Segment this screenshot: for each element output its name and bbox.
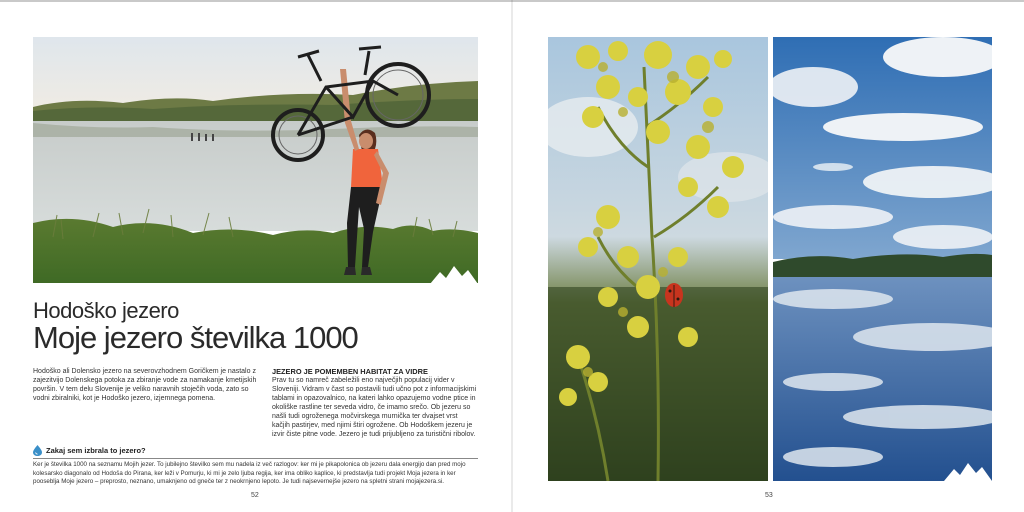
page-gutter [511, 0, 513, 512]
lake-reflection-photo [773, 37, 992, 481]
flower-ladybug-photo [548, 37, 768, 481]
why-divider [33, 458, 478, 459]
habitat-paragraph: Prav tu so namreč zabeležili eno največjih populacij vider v Sloveniji. Vidram v čast so postavili tudi učno pot z informacijskimi tablami in opazovalnico, na kateri lahko opazujemo vodne ptice in okoliške rastline ter seveda vidro, če imamo srečo. Ob jezeru so našli tudi ogroženega močvirskega murnička ter dvajset vrst kačjih pastirjev, med njimi štiri ogrožene. Ob Hodoškem jezeru je izvir čiste pitne vode. Jezero je tudi prijubljeno za turistični ribolov. [272, 377, 477, 438]
lake-cyclist-photo [33, 37, 478, 283]
why-paragraph: Ker je številka 1000 na seznamu Mojih jezer. To jubilejno številko sem mu nadela iz več razlogov: ker mi je pikapolonica ob jezeru dala energijo dan pred mojo kolesarsko diagonalo od Hodoša do Pirana, ker leži v Pomurju, ki mi je zelo ljuba regija, ker ima obliko kaplice, ki predstavlja tudi projekt Moja jezera in ker pooseblja Moje jezero – preprosto, neznano, umaknjeno od gneče ter z neokrnjeno lepoto. Je tudi najsevernejše jezero na spletni strani mojajezera.si. [33, 461, 466, 486]
mountain-logo-icon [944, 463, 992, 481]
page-number-right: 53 [765, 492, 773, 499]
article-title: Hodoško jezero [33, 298, 179, 323]
habitat-section [272, 367, 477, 439]
water-drop-icon [33, 445, 42, 456]
habitat-heading: JEZERO JE POMEMBEN HABITAT ZA VIDRE [272, 367, 428, 376]
intro-paragraph: Hodoško ali Dolensko jezero na severovzhodnem Goričkem je nastalo z zajezitvijo Dolenskega potoka za zbiranje vode za namakanje kmetijskih površin. V tem delu Slovenije je veliko naravnih stoječih voda, zato so vodni zbiralniki, kot je Hodoško jezero, izjemnega pomena. [33, 368, 257, 402]
page-number-left: 52 [251, 492, 259, 499]
why-heading: Zakaj sem izbrala to jezero? [46, 445, 146, 455]
mountain-logo-icon [430, 266, 478, 284]
article-subtitle: Moje jezero številka 1000 [33, 320, 358, 355]
why-box [33, 444, 478, 487]
